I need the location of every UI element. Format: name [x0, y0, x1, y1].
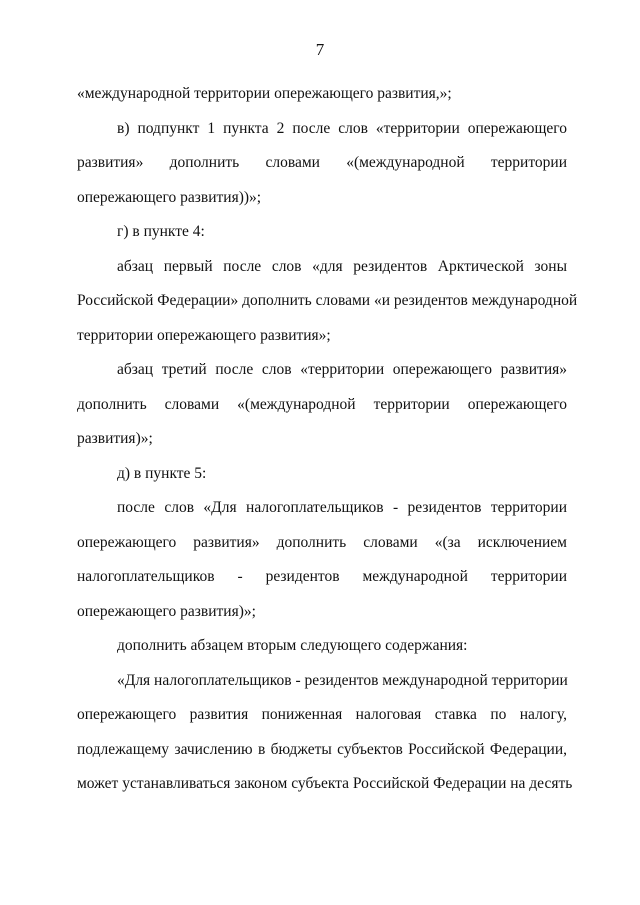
text-line-7: Российской Федерации» дополнить словами «и резидентов международной: [77, 292, 578, 309]
text-line-4: опережающего развития))»;: [77, 189, 262, 206]
text-line-15: налогоплательщиков - резидентов международной территории: [77, 568, 567, 585]
text-line-20: подлежащему зачислению в бюджеты субъектов Российской Федерации,: [77, 741, 567, 758]
text-line-10: дополнить словами «(международной территории опережающего: [77, 396, 567, 413]
text-line-18: «Для налогоплательщиков - резидентов международной территории: [117, 672, 568, 689]
text-line-11: развития)»;: [77, 430, 153, 447]
text-line-5: г) в пункте 4:: [117, 223, 205, 240]
text-line-6: абзац первый после слов «для резидентов Арктической зоны: [117, 258, 567, 275]
page-number: 7: [315, 40, 325, 59]
text-line-8: территории опережающего развития»;: [77, 327, 331, 344]
text-line-17: дополнить абзацем вторым следующего содержания:: [117, 637, 468, 654]
text-line-16: опережающего развития)»;: [77, 603, 256, 620]
text-line-21: может устанавливаться законом субъекта Российской Федерации на десять: [77, 775, 573, 792]
text-line-1: «международной территории опережающего развития,»;: [77, 85, 452, 102]
text-line-19: опережающего развития пониженная налоговая ставка по налогу,: [77, 706, 567, 723]
text-line-9: абзац третий после слов «территории опережающего развития»: [117, 361, 567, 378]
text-line-14: опережающего развития» дополнить словами «(за исключением: [77, 534, 567, 551]
text-line-12: д) в пункте 5:: [117, 465, 207, 482]
text-line-3: развития» дополнить словами «(международной территории: [77, 154, 567, 171]
text-line-2: в) подпункт 1 пункта 2 после слов «территории опережающего: [117, 120, 567, 137]
text-line-13: после слов «Для налогоплательщиков - резидентов территории: [117, 499, 567, 516]
